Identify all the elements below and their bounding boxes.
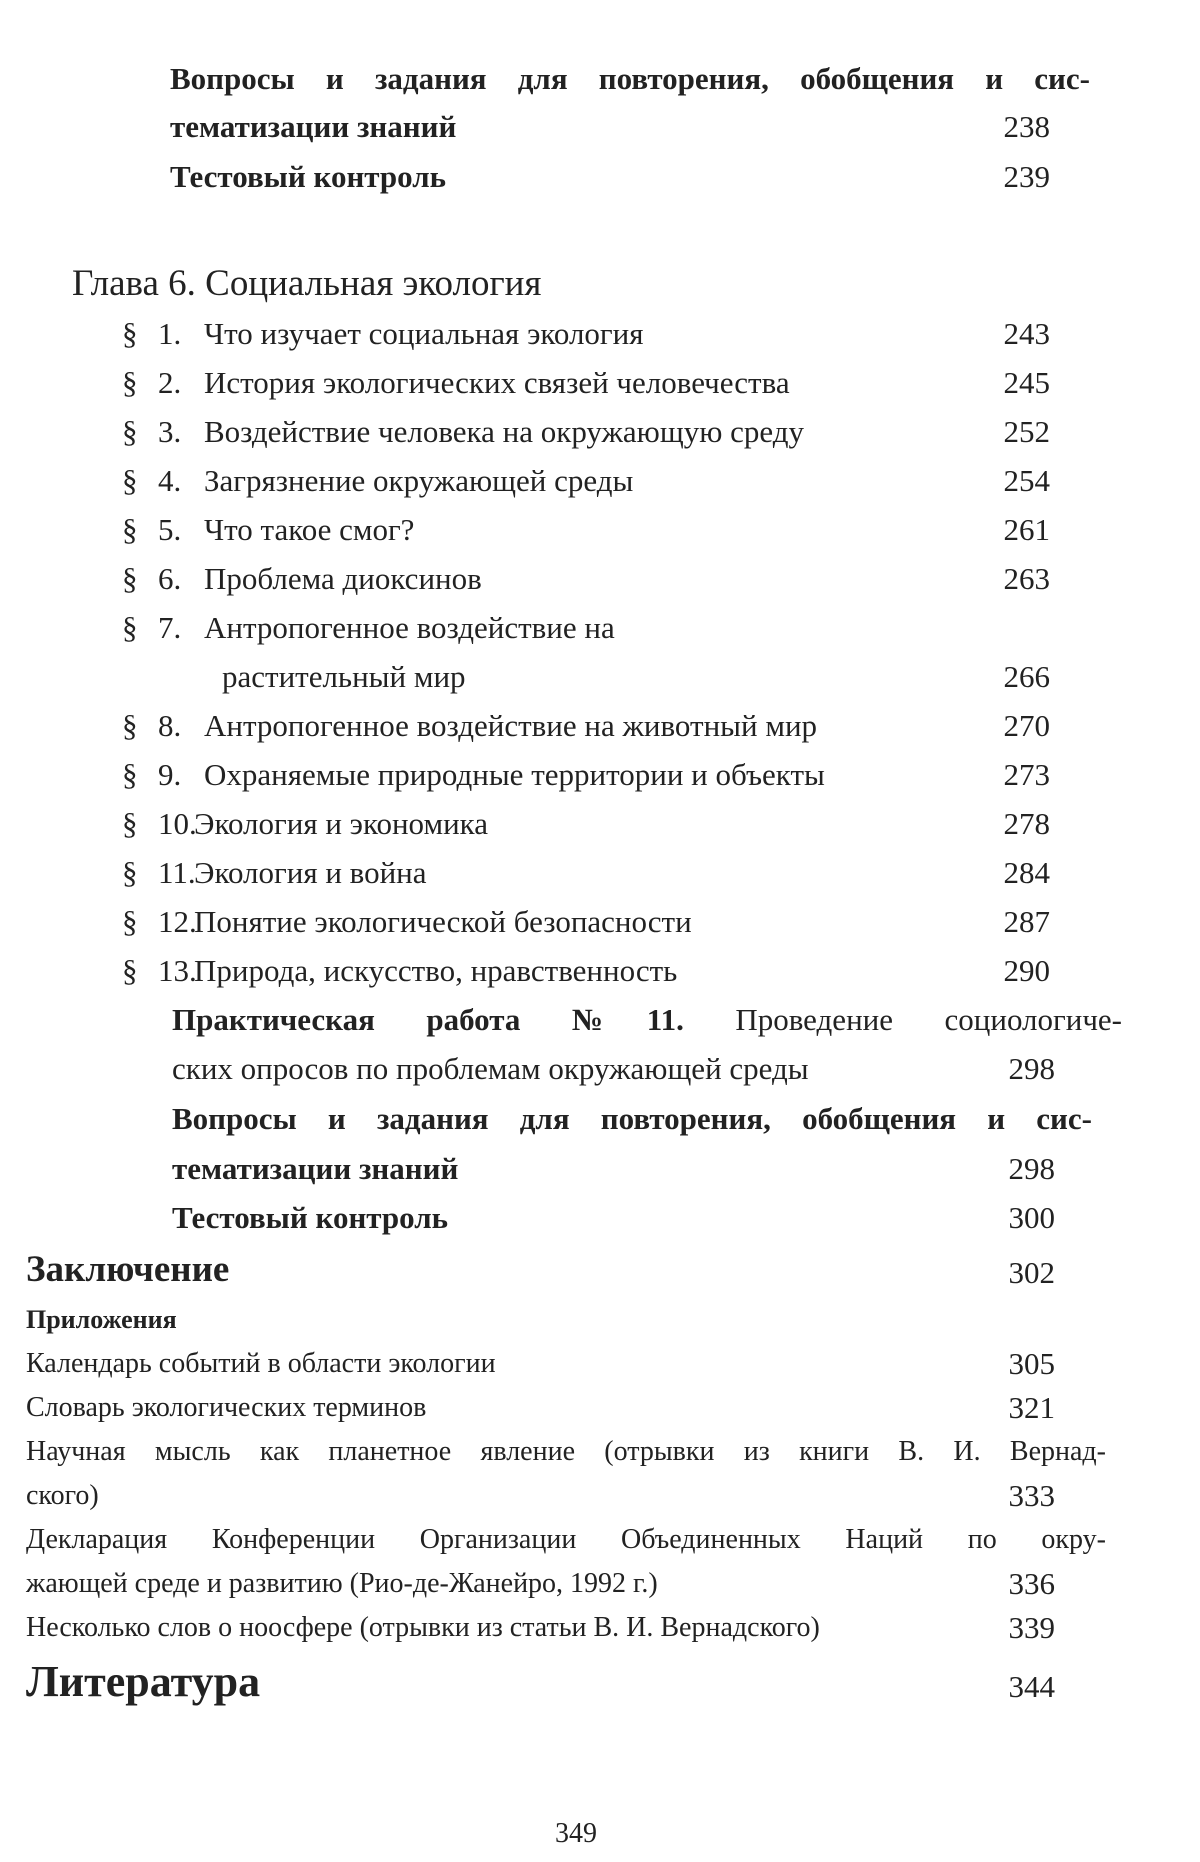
practical-work-label: Практическая работа №11.: [172, 1002, 684, 1037]
appendix-item: Несколько слов о ноосфере (отрывки из статьи В. И. Вернадского): [26, 1612, 820, 1643]
section-sign: §: [122, 365, 138, 400]
section-row: [122, 364, 790, 402]
appendix-item-continuation: жающей среде и развитию (Рио-де-Жанейро, 1992 г.): [26, 1568, 658, 1599]
section-number: 3.: [158, 414, 182, 449]
section-title: Понятие экологической безопасности: [194, 904, 692, 939]
section-sign: §: [122, 610, 138, 645]
page-number: 349: [555, 1818, 597, 1849]
section-sign: §: [122, 708, 138, 743]
practical-work-page: 298: [1008, 1051, 1055, 1086]
appendix-page: 336: [1008, 1566, 1055, 1601]
review-line-1: Вопросы и задания для повторения, обобщения и сис-: [172, 1101, 1092, 1136]
section-title: Что такое смог?: [204, 512, 415, 547]
section-number: 11.: [158, 855, 196, 890]
test-label: Тестовый контроль: [170, 159, 447, 194]
section-title: Загрязнение окружающей среды: [204, 463, 634, 498]
section-page: 273: [1003, 757, 1050, 792]
section-number: 12.: [158, 904, 197, 939]
section-page: 261: [1003, 512, 1050, 547]
section-page: 287: [1003, 904, 1050, 939]
section-row: [122, 462, 633, 500]
section-sign: §: [122, 414, 138, 449]
test-page: 300: [1008, 1200, 1055, 1235]
section-number: 5.: [158, 512, 182, 547]
section-page: 252: [1003, 414, 1050, 449]
section-title: Проблема диоксинов: [204, 561, 482, 596]
literature-page: 344: [1008, 1669, 1055, 1704]
section-number: 4.: [158, 463, 182, 498]
section-page: 263: [1003, 561, 1050, 596]
section-number: 1.: [158, 316, 182, 351]
review-page: 298: [1008, 1151, 1055, 1186]
section-title: Антропогенное воздействие на: [204, 610, 615, 645]
section-title-continuation: растительный мир: [222, 659, 466, 694]
appendix-item-continuation: ского): [26, 1480, 99, 1511]
section-title: Природа, искусство, нравственность: [194, 953, 678, 988]
section-sign: §: [122, 561, 138, 596]
appendix-item: Словарь экологических терминов: [26, 1392, 427, 1423]
section-title: История экологических связей человечества: [204, 365, 790, 400]
conclusion-heading: Заключение: [26, 1249, 230, 1290]
section-row: [122, 903, 692, 941]
review-page: 238: [1003, 109, 1050, 144]
section-number: 8.: [158, 708, 182, 743]
section-sign: §: [122, 855, 138, 890]
section-row: [122, 854, 427, 892]
section-number: 10.: [158, 806, 197, 841]
section-number: 6.: [158, 561, 182, 596]
appendix-page: 339: [1008, 1610, 1055, 1645]
section-row: [122, 707, 817, 745]
section-title: Экология и экономика: [194, 806, 489, 841]
section-row: [122, 756, 825, 794]
section-page: 270: [1003, 708, 1050, 743]
section-title: Что изучает социальная экология: [204, 316, 644, 351]
section-page: 243: [1003, 316, 1050, 351]
chapter-title: Глава 6. Социальная экология: [72, 263, 542, 304]
section-sign: §: [122, 806, 138, 841]
section-number: 9.: [158, 757, 182, 792]
section-page: 266: [1003, 659, 1050, 694]
section-number: 13.: [158, 953, 197, 988]
appendix-page: 305: [1008, 1346, 1055, 1381]
appendix-page: 333: [1008, 1478, 1055, 1513]
section-row: [122, 315, 643, 353]
section-sign: §: [122, 904, 138, 939]
appendix-item: Декларация Конференции Организации Объединенных Наций по окру-: [26, 1524, 1106, 1555]
section-row: [122, 511, 414, 549]
section-page: 284: [1003, 855, 1050, 890]
section-row: [122, 560, 482, 598]
section-sign: §: [122, 953, 138, 988]
section-page: 278: [1003, 806, 1050, 841]
review-line-2: тематизации знаний: [170, 109, 457, 144]
section-title: Воздействие человека на окружающую среду: [204, 414, 805, 449]
section-number: 7.: [158, 610, 182, 645]
section-sign: §: [122, 757, 138, 792]
practical-work-line-1: [172, 1001, 1122, 1039]
section-sign: §: [122, 512, 138, 547]
practical-work-title: Проведение социологиче-: [735, 1002, 1122, 1037]
section-page: 254: [1003, 463, 1050, 498]
section-page: 245: [1003, 365, 1050, 400]
practical-work-line-2: ских опросов по проблемам окружающей среды: [172, 1051, 809, 1086]
section-row: [122, 609, 615, 647]
appendices-heading: Приложения: [26, 1305, 177, 1334]
appendix-page: 321: [1008, 1390, 1055, 1425]
conclusion-page: 302: [1008, 1255, 1055, 1290]
section-number: 2.: [158, 365, 182, 400]
section-sign: §: [122, 316, 138, 351]
section-row: [122, 805, 488, 843]
review-line-2: тематизации знаний: [172, 1151, 459, 1186]
section-sign: §: [122, 463, 138, 498]
section-title: Экология и война: [194, 855, 427, 890]
section-row: [122, 413, 804, 451]
appendix-item: Календарь событий в области экологии: [26, 1348, 496, 1379]
section-title: Охраняемые природные территории и объекты: [204, 757, 825, 792]
test-label: Тестовый контроль: [172, 1200, 449, 1235]
literature-heading: Литература: [26, 1657, 261, 1706]
section-page: 290: [1003, 953, 1050, 988]
review-line-1: Вопросы и задания для повторения, обобщения и сис-: [170, 61, 1090, 96]
section-row: [122, 952, 677, 990]
appendix-item: Научная мысль как планетное явление (отрывки из книги В. И. Вернад-: [26, 1436, 1106, 1467]
section-title: Антропогенное воздействие на животный мир: [204, 708, 818, 743]
test-page: 239: [1003, 159, 1050, 194]
